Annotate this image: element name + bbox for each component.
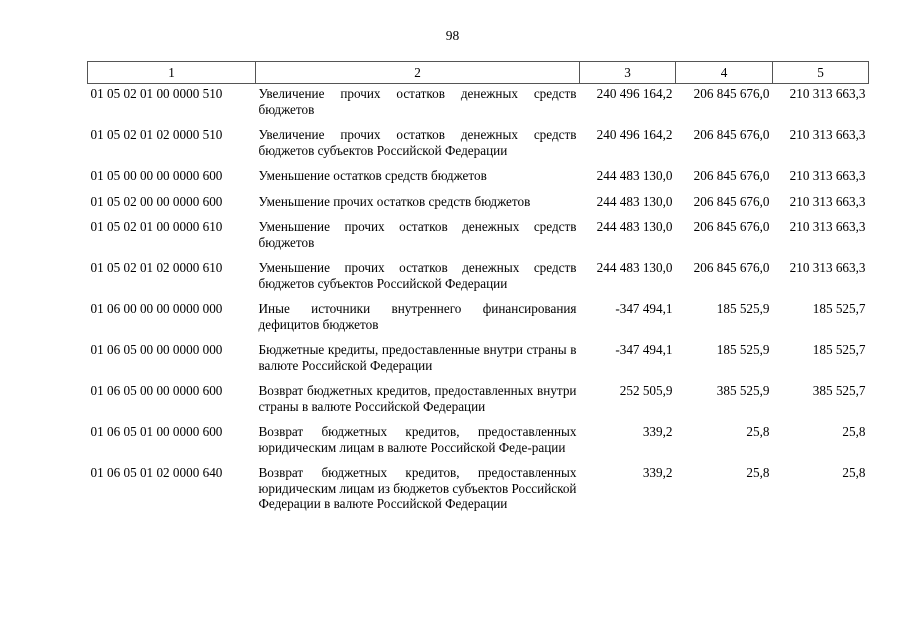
value-col-4: 185 525,9	[716, 342, 770, 357]
item-name: Увеличение прочих остатков денежных средств бюджетов субъектов Российской Федерации	[258, 127, 577, 158]
item-name: Бюджетные кредиты, предоставленные внутри страны в валюте Российской Федерации	[258, 342, 577, 373]
value-col-5: 210 313 663,3	[789, 168, 866, 183]
value-col-3: 240 496 164,2	[596, 86, 673, 101]
column-header-4: 4	[676, 62, 773, 84]
value-col-4: 206 845 676,0	[693, 260, 770, 275]
item-name: Уменьшение прочих остатков денежных средств бюджетов субъектов Российской Федерации	[258, 260, 577, 291]
value-col-4: 385 525,9	[716, 383, 770, 398]
value-col-4: 206 845 676,0	[693, 127, 770, 142]
column-header-2: 2	[256, 62, 580, 84]
value-col-4: 206 845 676,0	[693, 193, 770, 209]
table-row	[88, 192, 869, 218]
item-name: Возврат бюджетных кредитов, предоставленных внутри страны в валюте Российской Федерации	[258, 383, 577, 414]
value-col-3: 252 505,9	[619, 383, 673, 398]
value-col-3: -347 494,1	[615, 301, 673, 316]
value-col-3: 244 483 130,0	[596, 260, 673, 275]
budget-code: 01 05 02 01 00 0000 610	[90, 219, 223, 234]
table-row	[88, 463, 869, 520]
budget-code: 01 05 02 01 02 0000 510	[90, 127, 223, 142]
table-row	[88, 299, 869, 340]
value-col-3: 244 483 130,0	[596, 168, 673, 183]
table-row	[88, 84, 869, 126]
column-header-1: 1	[88, 62, 256, 84]
value-col-5: 185 525,7	[812, 342, 866, 357]
item-name: Возврат бюджетных кредитов, предоставленных юридическим лицам в валюте Российской Феде-рации	[258, 424, 577, 455]
column-header-3: 3	[580, 62, 676, 84]
value-col-4: 206 845 676,0	[693, 86, 770, 101]
budget-code: 01 06 05 01 02 0000 640	[90, 465, 223, 480]
value-col-4: 206 845 676,0	[693, 168, 770, 183]
table-row	[88, 125, 869, 166]
value-col-3: 240 496 164,2	[596, 127, 673, 142]
value-col-3: 339,2	[642, 465, 673, 480]
value-col-3: 339,2	[642, 424, 673, 439]
table-row	[88, 166, 869, 192]
value-col-5: 25,8	[842, 424, 866, 439]
item-name: Уменьшение прочих остатков денежных средств бюджетов	[258, 219, 577, 250]
value-col-3: -347 494,1	[615, 342, 673, 357]
value-col-3: 244 483 130,0	[596, 193, 673, 209]
table-row	[88, 258, 869, 299]
budget-code: 01 05 02 01 02 0000 610	[90, 260, 223, 275]
value-col-4: 25,8	[746, 465, 770, 480]
budget-code: 01 05 02 01 00 0000 510	[90, 86, 223, 101]
value-col-4: 206 845 676,0	[693, 219, 770, 234]
budget-code: 01 06 05 01 00 0000 600	[90, 424, 223, 439]
item-name: Уменьшение остатков средств бюджетов	[258, 168, 487, 183]
budget-code: 01 05 02 00 00 0000 600	[90, 193, 223, 209]
page-number: 98	[445, 28, 460, 43]
budget-sources-table	[87, 61, 869, 520]
budget-code: 01 06 05 00 00 0000 600	[90, 383, 223, 398]
value-col-4: 185 525,9	[716, 301, 770, 316]
value-col-5: 185 525,7	[812, 301, 866, 316]
budget-code: 01 06 00 00 00 0000 000	[90, 301, 223, 316]
value-col-5: 210 313 663,3	[789, 86, 866, 101]
value-col-4: 25,8	[746, 424, 770, 439]
table-row	[88, 340, 869, 381]
value-col-5: 210 313 663,3	[789, 260, 866, 275]
value-col-5: 210 313 663,3	[789, 193, 866, 209]
item-name: Возврат бюджетных кредитов, предоставленных юридическим лицам из бюджетов субъектов Российской Федерации в валюте Российской Федерации	[258, 465, 577, 511]
value-col-5: 25,8	[842, 465, 866, 480]
value-col-3: 244 483 130,0	[596, 219, 673, 234]
value-col-5: 385 525,7	[812, 383, 866, 398]
table-row	[88, 381, 869, 422]
table-row	[88, 422, 869, 463]
column-number-header	[88, 62, 869, 84]
item-name: Иные источники внутреннего финансирования дефицитов бюджетов	[258, 301, 577, 332]
value-col-5: 210 313 663,3	[789, 219, 866, 234]
column-header-5: 5	[773, 62, 869, 84]
table-row	[88, 217, 869, 258]
item-name: Уменьшение прочих остатков средств бюджетов	[258, 193, 531, 209]
value-col-5: 210 313 663,3	[789, 127, 866, 142]
budget-code: 01 05 00 00 00 0000 600	[90, 168, 223, 183]
item-name: Увеличение прочих остатков денежных средств бюджетов	[258, 86, 577, 117]
budget-code: 01 06 05 00 00 0000 000	[90, 342, 223, 357]
